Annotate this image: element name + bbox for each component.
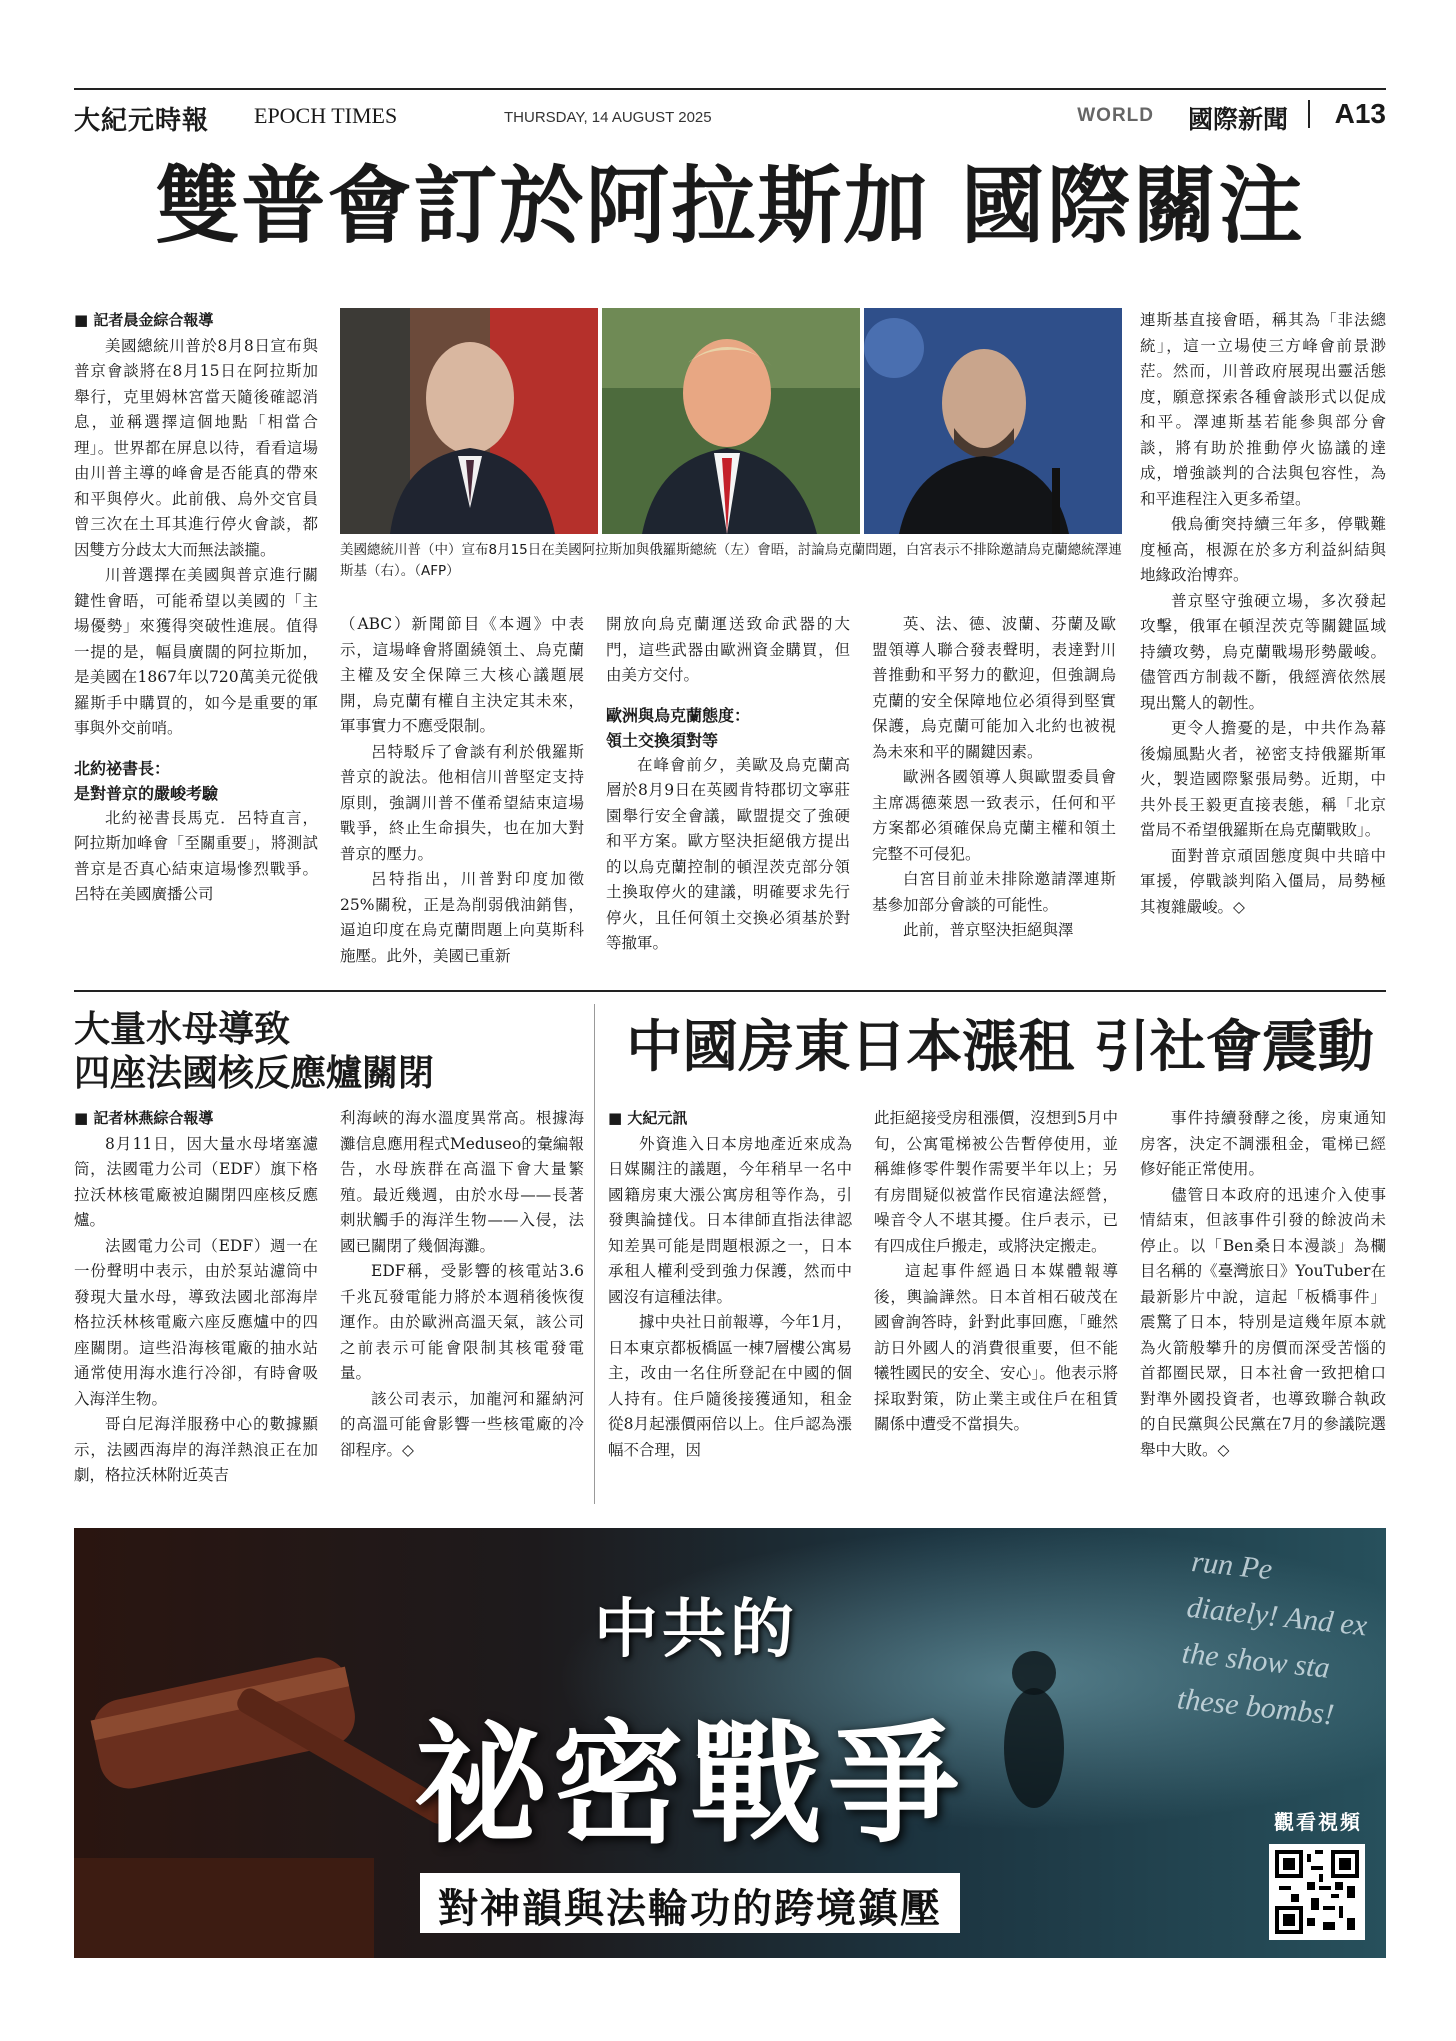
page-number: A13 bbox=[1334, 98, 1386, 129]
jelly-byline: ■ 記者林燕綜合報導 bbox=[74, 1106, 318, 1132]
main-col3b-p1: 在峰會前夕，美歐及烏克蘭高層於8月9日在英國肯特郡切文寧莊園舉行安全會議，歐盟提交了強硬和平方案。歐方堅決拒絕俄方提出的以烏克蘭控制的頓涅茨克部分領土換取停火的建議，明確要求先行停火，且任何領土交換必須基於對等撤軍。 bbox=[606, 755, 850, 952]
main-col4-p3: 白宮目前並未排除邀請澤連斯基參加部分會談的可能性。 bbox=[872, 870, 1116, 914]
story-divider bbox=[74, 990, 1386, 992]
jelly-col2-p2: EDF稱，受影響的核電站3.6千兆瓦發電能力將於本週稍後恢復運作。由於歐洲高溫天氣，該公司之前表示可能會限制其核電發電量。 bbox=[340, 1262, 584, 1382]
main-col2-p1: （ABC）新聞節目《本週》中表示，這場峰會將圍繞領土、烏克蘭主權及安全保障三大核心議題展開，烏克蘭有權自主決定其未來，軍事實力不應受限制。 bbox=[340, 615, 584, 735]
jelly-col1-p3: 哥白尼海洋服務中心的數據顯示，法國西海岸的海洋熱浪正在加劇，格拉沃林附近英吉 bbox=[74, 1415, 318, 1484]
script-line: diately! And ex bbox=[1185, 1590, 1369, 1643]
jelly-col2-p3: 該公司表示，加龍河和羅納河的高溫可能會影響一些核電廠的冷卻程序。◇ bbox=[340, 1389, 584, 1459]
jelly-headline-1: 大量水母導致 bbox=[74, 1009, 291, 1050]
script-line: these bombs! bbox=[1175, 1682, 1336, 1732]
jelly-col2-p1: 利海峽的海水溫度異常高。根據海灘信息應用程式Meduseo的彙編報告，水母族群在高溫下會大量繁殖。最近幾週，由於水母——長著刺狀觸手的海洋生物——入侵，法國已關閉了幾個海灘。 bbox=[340, 1109, 584, 1255]
main-col5-p2: 俄烏衝突持續三年多，停戰難度極高，根源在於多方利益糾結與地緣政治博弈。 bbox=[1140, 515, 1386, 584]
landlord-col1-p1: 外資進入日本房地產近來成為日媒關注的議題，今年稍早一名中國籍房東大漲公寓房租等作為，引發輿論撻伐。日本律師直指法律認知差異可能是問題根源之一，日本承租人權利受到強力保護，然而中國沒有這種法律。 bbox=[608, 1134, 852, 1306]
landlord-col-2 bbox=[874, 1106, 1118, 1438]
masthead-divider bbox=[1308, 100, 1310, 128]
main-col-5 bbox=[1140, 308, 1386, 920]
main-col1-p2: 川普選擇在美國與普京進行關鍵性會晤，可能希望以美國的「主場優勢」來獲得突破性進展。值得一提的是，幅員廣闊的阿拉斯加，是美國在1867年以720萬美元從俄羅斯手中購買的，如今是重要的軍事與外交前哨。 bbox=[74, 566, 318, 737]
main-sub2-line2: 領土交換須對等 bbox=[606, 730, 719, 750]
main-col2-p2: 呂特駁斥了會談有利於俄羅斯普京的說法。他相信川普堅定支持原則，強調川普不僅希望結束這場戰爭，終止生命損失，也在加大對普京的壓力。 bbox=[340, 742, 584, 863]
script-line: the show sta bbox=[1180, 1636, 1332, 1685]
banner-script-text bbox=[1175, 1539, 1374, 1741]
section-name: 國際新聞 bbox=[1187, 105, 1288, 134]
main-col-2 bbox=[340, 612, 584, 969]
photo-zelensky bbox=[864, 308, 1122, 534]
photo-caption: 美國總統川普（中）宣布8月15日在美國阿拉斯加與俄羅斯總統（左）會晤，討論烏克蘭問題，白宮表示不排除邀請烏克蘭總統澤連斯基（右）。（AFP） bbox=[340, 542, 1122, 579]
column-divider-bottom bbox=[594, 1004, 595, 1504]
watch-video-label[interactable]: 觀看視頻 bbox=[1274, 1810, 1362, 1834]
landlord-col-1 bbox=[608, 1106, 852, 1463]
landlord-headline: 中國房東日本漲租 引社會震動 bbox=[626, 1015, 1374, 1080]
jelly-headline-2: 四座法國核反應爐關閉 bbox=[74, 1053, 435, 1094]
main-col2-p3: 呂特指出，川普對印度加徵25%關稅，正是為削弱俄油銷售，逼迫印度在烏克蘭問題上向莫斯科施壓。此外，美國已重新 bbox=[340, 870, 584, 965]
main-col-4 bbox=[872, 612, 1116, 944]
jelly-col1-p2: 法國電力公司（EDF）週一在一份聲明中表示，由於泵站濾筒中發現大量水母，導致法國北部海岸格拉沃林核電廠六座反應爐中的四座關閉。這些沿海核電廠的抽水站通常使用海水進行冷卻，有時會吸入海洋生物。 bbox=[74, 1236, 318, 1408]
documentary-banner[interactable] bbox=[74, 1528, 1386, 1958]
banner-title-small: 中共的 bbox=[594, 1593, 798, 1667]
main-sub1-line2: 是對普京的嚴峻考驗 bbox=[74, 783, 219, 803]
main-col4-p4: 此前，普京堅決拒絕與澤 bbox=[903, 921, 1074, 939]
landlord-byline: ■ 大紀元訊 bbox=[608, 1106, 852, 1132]
main-col1-p1: 美國總統川普於8月8日宣布與普京會談將在8月15日在阿拉斯加舉行，克里姆林宮當天隨後確認消息，並稱選擇這個地點「相當合理」。世界都在屏息以待，看看這場由川普主導的峰會是否能真的帶來和平與停火。此前俄、烏外交官員曾三次在土耳其進行停火會談，都因雙方分歧太大而無法談攏。 bbox=[74, 336, 318, 559]
main-col4-p2: 歐洲各國領導人與歐盟委員會主席馮德萊恩一致表示，任何和平方案都必須確保烏克蘭主權和領土完整不可侵犯。 bbox=[872, 768, 1116, 863]
section-world: WORLD bbox=[1077, 105, 1154, 126]
photo-trump bbox=[602, 308, 860, 534]
main-col-3 bbox=[606, 612, 850, 957]
main-col-1 bbox=[74, 308, 318, 908]
jelly-col-2 bbox=[340, 1106, 584, 1463]
main-byline: ■ 記者晨金綜合報導 bbox=[74, 308, 318, 334]
banner-subtitle: 對神韻與法輪功的跨境鎮壓 bbox=[420, 1873, 960, 1933]
main-col5-p3: 普京堅守強硬立場，多次發起攻擊，俄軍在頓涅茨克等關鍵區域持續攻勢，烏克蘭戰場形勢嚴峻。儘管西方制裁不斷，俄經濟依然展現出驚人的韌性。 bbox=[1140, 591, 1386, 712]
main-col5-p5: 面對普京頑固態度與中共暗中軍援，停戰談判陷入僵局，局勢極其複雜嚴峻。◇ bbox=[1140, 846, 1386, 916]
landlord-col2-p2: 這起事件經過日本媒體報導後，輿論譁然。日本首相石破茂在國會詢答時，針對此事回應，「雖然訪日外國人的消費很重要，但不能犧牲國民的安全、安心」。他表示將採取對策，防止業主或住戶在租賃關係中遭受不當損失。 bbox=[874, 1262, 1118, 1433]
main-col3-p1: 開放向烏克蘭運送致命武器的大門，這些武器由歐洲資金購買，但由美方交付。 bbox=[606, 615, 850, 684]
banner-title-big: 祕密戰爭 bbox=[414, 1708, 966, 1862]
landlord-col2-p1: 此拒絕接受房租漲價，沒想到5月中旬，公寓電梯被公告暫停使用，並稱維修零件製作需要半年以上；另有房間疑似被當作民宿違法經營，噪音令人不堪其擾。住戶表示，已有四成住戶搬走，或將決定搬走。 bbox=[874, 1109, 1118, 1255]
main-headline: 雙普會訂於阿拉斯加 國際關注 bbox=[155, 156, 1305, 255]
script-line: run Pe bbox=[1190, 1545, 1274, 1587]
paper-logo: 大紀元時報 bbox=[74, 106, 210, 136]
main-col5-p4: 更令人擔憂的是，中共作為幕後煽風點火者，祕密支持俄羅斯軍火，製造國際緊張局勢。近期，中共外長王毅更直接表態，稱「北京當局不希望俄羅斯在烏克蘭戰敗」。 bbox=[1140, 719, 1386, 839]
qr-code-icon[interactable] bbox=[1269, 1844, 1365, 1940]
paper-logo-en: EPOCH TIMES bbox=[254, 103, 398, 128]
landlord-col-3 bbox=[1140, 1106, 1386, 1463]
jelly-col-1 bbox=[74, 1106, 318, 1489]
jelly-col1-p1: 8月11日，因大量水母堵塞濾筒，法國電力公司（EDF）旗下格拉沃林核電廠被迫關閉四座核反應爐。 bbox=[74, 1134, 318, 1229]
main-col1b-p1: 北約祕書長馬克．呂特直言，阿拉斯加峰會「至關重要」，將測試普京是否真心結束這場慘烈戰爭。呂特在美國廣播公司 bbox=[74, 808, 318, 903]
landlord-col1-p2: 據中央社日前報導，今年1月，日本東京都板橋區一棟7層樓公寓易主，改由一名住所登記在中國的個人持有。住戶隨後接獲通知，租金從8月起漲價兩倍以上。住戶認為漲幅不合理，因 bbox=[608, 1313, 852, 1459]
main-col4-p1: 英、法、德、波蘭、芬蘭及歐盟領導人聯合發表聲明，表達對川普推動和平努力的歡迎，但強調烏克蘭的安全保障地位必須得到堅實保護，烏克蘭可能加入北約也被視為未來和平的關鍵因素。 bbox=[872, 615, 1116, 761]
main-sub1-line1: 北約祕書長： bbox=[74, 758, 171, 778]
main-sub2-line1: 歐洲與烏克蘭態度： bbox=[606, 705, 751, 725]
photo-putin bbox=[340, 308, 598, 534]
issue-date: THURSDAY, 14 AUGUST 2025 bbox=[504, 109, 712, 126]
landlord-col3-p1: 事件持續發酵之後，房東通知房客，決定不調漲租金，電梯已經修好能正常使用。 bbox=[1140, 1109, 1386, 1178]
main-col5-p1: 連斯基直接會晤，稱其為「非法總統」，這一立場使三方峰會前景渺茫。然而，川普政府展現出靈活態度，願意探索各種會談形式以促成和平。澤連斯基若能參與部分會談，將有助於推動停火協議的達成，增強談判的合法與包容性，為和平進程注入更多希望。 bbox=[1140, 311, 1386, 508]
masthead bbox=[74, 88, 1386, 138]
landlord-col3-p2: 儘管日本政府的迅速介入使事情結束，但該事件引發的餘波尚未停止。以「Ben桑日本漫談」為欄目名稱的《臺灣旅日》YouTuber在最新影片中說，這起「板橋事件」震驚了日本，特別是這幾年原本就為火箭般攀升的房價而深受苦惱的首都圈民眾，日本社會一致把槍口對準外國投資者，也導致聯合執政的自民黨與公民黨在7月的參議院選舉中大敗。◇ bbox=[1140, 1185, 1386, 1459]
